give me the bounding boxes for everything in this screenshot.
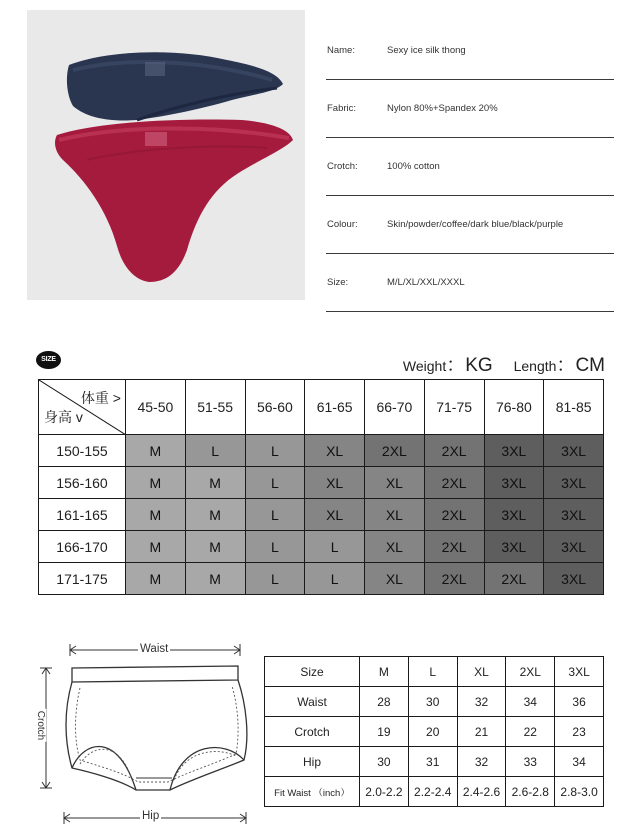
column-header: M bbox=[360, 657, 409, 687]
spec-value: Nylon 80%+Spandex 20% bbox=[387, 103, 498, 114]
spec-value: Skin/powder/coffee/dark blue/black/purple bbox=[387, 219, 564, 230]
height-header-cell: 156-160 bbox=[39, 467, 126, 499]
weight-separator: ： bbox=[446, 355, 466, 376]
measurement-cell: 2.0-2.2 bbox=[360, 777, 409, 807]
size-cell: 2XL bbox=[424, 531, 484, 563]
spec-value: 100% cotton bbox=[387, 161, 440, 172]
table-row bbox=[39, 467, 604, 499]
table-row bbox=[265, 747, 604, 777]
size-cell: XL bbox=[365, 499, 425, 531]
table-row bbox=[265, 717, 604, 747]
waist-label: Waist bbox=[140, 643, 169, 655]
length-separator: ： bbox=[556, 355, 576, 376]
size-cell: L bbox=[305, 563, 365, 595]
row-label: Crotch bbox=[265, 717, 360, 747]
size-cell: 3XL bbox=[484, 467, 544, 499]
size-cell: L bbox=[305, 531, 365, 563]
size-cell: 2XL bbox=[424, 435, 484, 467]
size-cell: 2XL bbox=[424, 563, 484, 595]
hip-label: Hip bbox=[142, 810, 160, 822]
column-header: 3XL bbox=[555, 657, 604, 687]
size-badge: SIZE bbox=[36, 351, 61, 369]
spec-colour bbox=[326, 196, 614, 254]
size-cell: M bbox=[185, 563, 245, 595]
measurement-cell: 28 bbox=[360, 687, 409, 717]
weight-header-cell: 71-75 bbox=[424, 380, 484, 435]
weight-header-cell: 81-85 bbox=[544, 380, 604, 435]
size-cell: 3XL bbox=[484, 531, 544, 563]
weight-header-cell: 76-80 bbox=[484, 380, 544, 435]
product-illustration bbox=[27, 10, 305, 300]
weight-label: Weight bbox=[402, 358, 447, 374]
size-cell: 2XL bbox=[424, 467, 484, 499]
spec-value: M/L/XL/XXL/XXXL bbox=[387, 277, 465, 288]
measurement-cell: 31 bbox=[408, 747, 457, 777]
height-header-cell: 161-165 bbox=[39, 499, 126, 531]
measurement-cell: 22 bbox=[506, 717, 555, 747]
measurement-cell: 30 bbox=[408, 687, 457, 717]
size-cell: M bbox=[126, 563, 186, 595]
size-cell: M bbox=[126, 435, 186, 467]
height-axis-label: 身高 v bbox=[44, 409, 83, 425]
size-cell: 2XL bbox=[365, 435, 425, 467]
measurement-cell: 32 bbox=[457, 747, 506, 777]
length-unit: CM bbox=[575, 355, 605, 376]
size-cell: XL bbox=[365, 467, 425, 499]
weight-header-cell: 66-70 bbox=[365, 380, 425, 435]
table-row bbox=[39, 563, 604, 595]
measurement-cell: 2.4-2.6 bbox=[457, 777, 506, 807]
size-cell: XL bbox=[365, 531, 425, 563]
size-cell: M bbox=[185, 531, 245, 563]
size-cell: L bbox=[245, 563, 305, 595]
size-cell: L bbox=[185, 435, 245, 467]
table-header-row bbox=[265, 657, 604, 687]
length-label: Length bbox=[513, 358, 557, 374]
measurement-cell: 20 bbox=[408, 717, 457, 747]
size-cell: 3XL bbox=[544, 435, 604, 467]
size-chart-table bbox=[38, 379, 604, 595]
spec-value: Sexy ice silk thong bbox=[387, 45, 466, 56]
size-cell: L bbox=[245, 499, 305, 531]
weight-axis-label: 体重 > bbox=[80, 390, 121, 406]
weight-header-cell: 45-50 bbox=[126, 380, 186, 435]
size-cell: 3XL bbox=[544, 467, 604, 499]
units-legend bbox=[403, 350, 605, 377]
spec-label: Crotch: bbox=[327, 161, 358, 172]
size-cell: M bbox=[185, 467, 245, 499]
measurement-cell: 34 bbox=[506, 687, 555, 717]
size-cell: M bbox=[185, 499, 245, 531]
table-corner-header bbox=[39, 380, 126, 435]
spec-crotch bbox=[326, 138, 614, 196]
size-cell: L bbox=[245, 467, 305, 499]
size-cell: XL bbox=[365, 563, 425, 595]
size-cell: L bbox=[245, 531, 305, 563]
column-header: XL bbox=[457, 657, 506, 687]
row-label: Waist bbox=[265, 687, 360, 717]
weight-header-cell: 61-65 bbox=[305, 380, 365, 435]
spec-label: Name: bbox=[327, 45, 355, 56]
measurement-cell: 30 bbox=[360, 747, 409, 777]
brief-outline bbox=[40, 640, 255, 830]
measurement-cell: 19 bbox=[360, 717, 409, 747]
height-header-cell: 171-175 bbox=[39, 563, 126, 595]
column-header: Size bbox=[265, 657, 360, 687]
size-cell: 3XL bbox=[484, 499, 544, 531]
product-photo bbox=[27, 10, 305, 300]
measurement-cell: 33 bbox=[506, 747, 555, 777]
size-cell: 2XL bbox=[484, 563, 544, 595]
weight-header-cell: 56-60 bbox=[245, 380, 305, 435]
measurement-table bbox=[264, 656, 604, 807]
spec-label: Fabric: bbox=[327, 103, 357, 114]
size-cell: 2XL bbox=[424, 499, 484, 531]
measurement-diagram bbox=[35, 640, 255, 830]
size-cell: XL bbox=[305, 435, 365, 467]
height-header-cell: 166-170 bbox=[39, 531, 126, 563]
size-cell: XL bbox=[305, 499, 365, 531]
spec-fabric bbox=[326, 80, 614, 138]
measurement-cell: 23 bbox=[555, 717, 604, 747]
weight-header-cell: 51-55 bbox=[185, 380, 245, 435]
table-row bbox=[265, 687, 604, 717]
row-label: Hip bbox=[265, 747, 360, 777]
size-cell: L bbox=[245, 435, 305, 467]
red-brief bbox=[55, 120, 293, 282]
column-header: 2XL bbox=[506, 657, 555, 687]
table-row bbox=[39, 531, 604, 563]
height-header-cell: 150-155 bbox=[39, 435, 126, 467]
spec-label: Colour: bbox=[327, 219, 358, 230]
spec-label: Size: bbox=[327, 277, 349, 288]
size-cell: M bbox=[126, 499, 186, 531]
measurement-cell: 2.8-3.0 bbox=[555, 777, 604, 807]
table-row bbox=[39, 435, 604, 467]
product-spec-list bbox=[326, 22, 614, 312]
size-cell: 3XL bbox=[484, 435, 544, 467]
measurement-cell: 32 bbox=[457, 687, 506, 717]
measurement-cell: 36 bbox=[555, 687, 604, 717]
size-cell: 3XL bbox=[544, 531, 604, 563]
spec-size bbox=[326, 254, 614, 312]
row-label: Fit Waist （inch） bbox=[265, 777, 360, 807]
size-cell: M bbox=[126, 531, 186, 563]
table-row bbox=[265, 777, 604, 807]
weight-unit: KG bbox=[465, 355, 493, 376]
measurement-cell: 2.6-2.8 bbox=[506, 777, 555, 807]
measurement-cell: 2.2-2.4 bbox=[408, 777, 457, 807]
spec-name bbox=[326, 22, 614, 80]
crotch-label: Crotch bbox=[35, 710, 47, 741]
size-cell: 3XL bbox=[544, 499, 604, 531]
size-cell: XL bbox=[305, 467, 365, 499]
table-row bbox=[39, 499, 604, 531]
measurement-cell: 21 bbox=[457, 717, 506, 747]
size-cell: M bbox=[126, 467, 186, 499]
column-header: L bbox=[408, 657, 457, 687]
measurement-cell: 34 bbox=[555, 747, 604, 777]
size-cell: 3XL bbox=[544, 563, 604, 595]
